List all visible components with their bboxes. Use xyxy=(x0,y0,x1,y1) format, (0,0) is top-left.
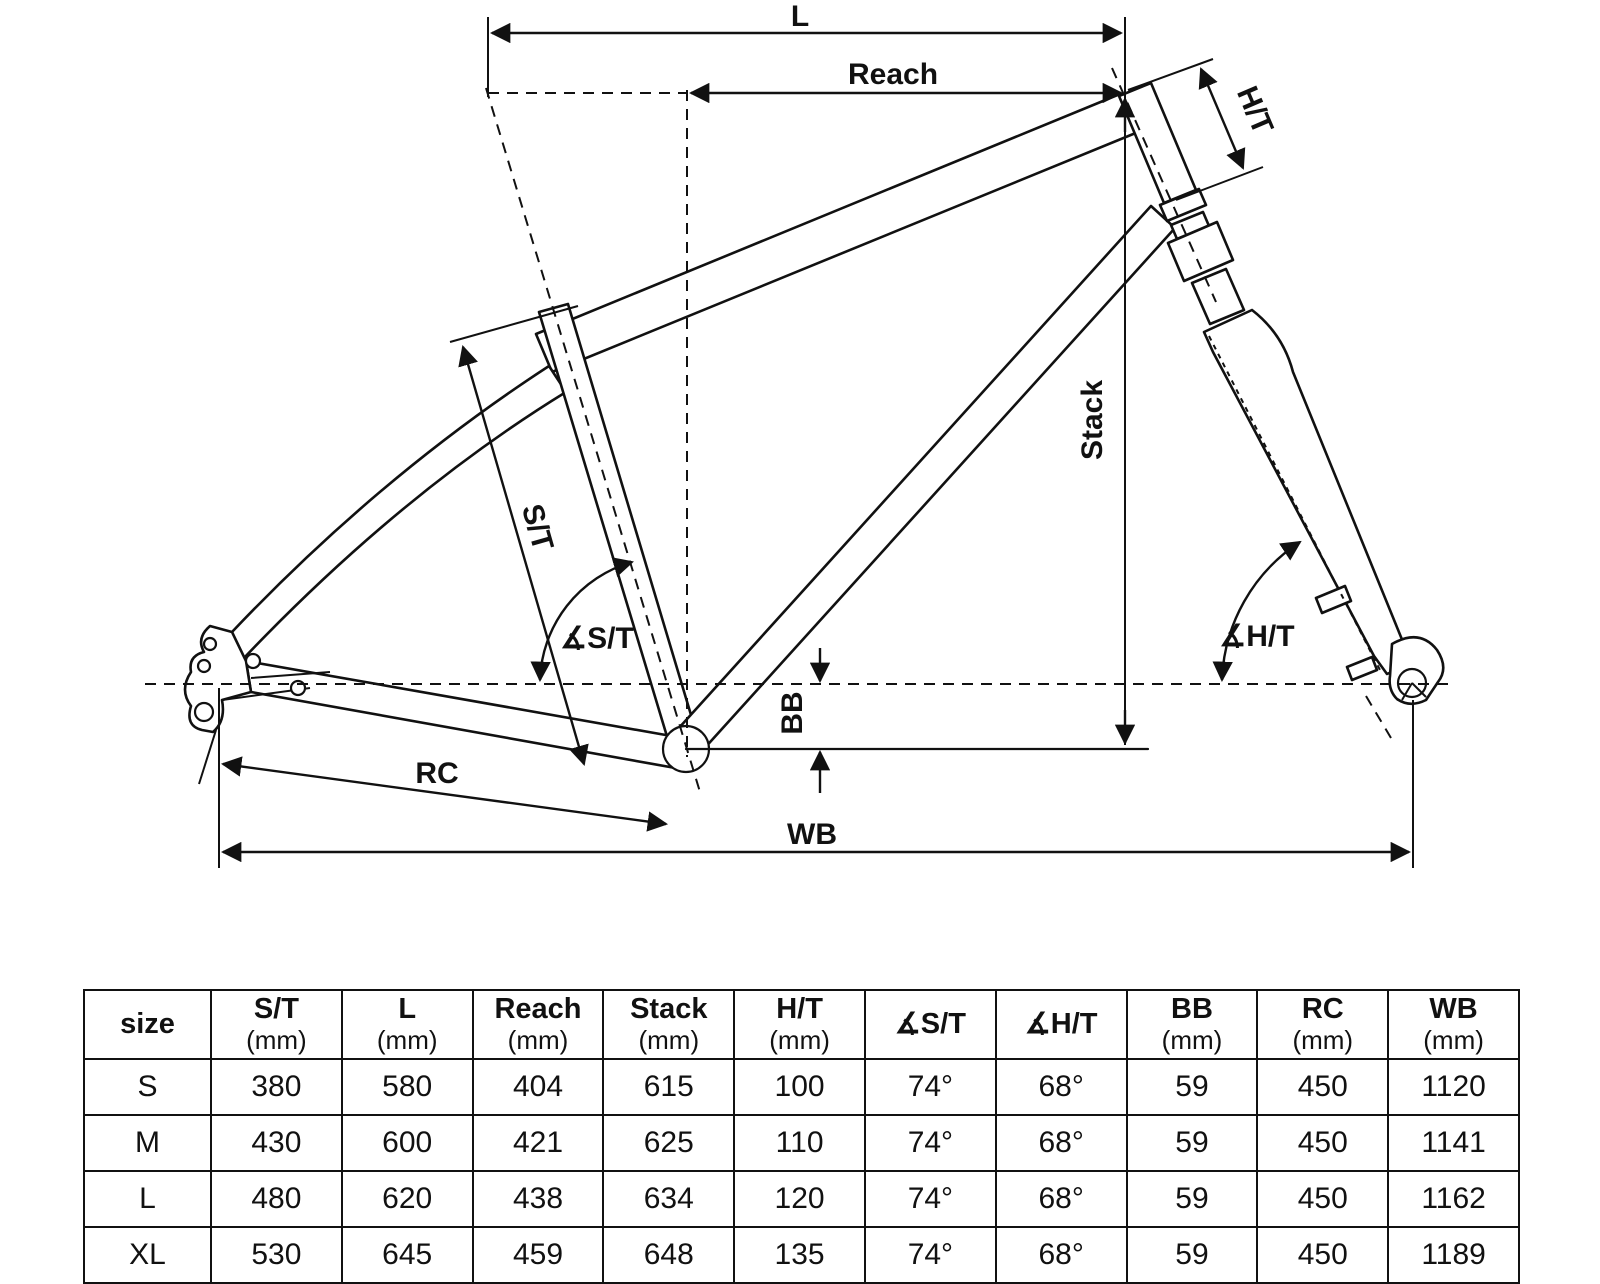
table-cell: 450 xyxy=(1257,1115,1388,1171)
column-header-angle-ht: ∡H/T xyxy=(996,990,1127,1059)
label-st: S/T xyxy=(514,500,560,555)
table-cell: 74° xyxy=(865,1227,996,1283)
column-header-angle-st: ∡S/T xyxy=(865,990,996,1059)
table-cell: 68° xyxy=(996,1115,1127,1171)
table-row-size-xl xyxy=(84,1227,1519,1283)
label-ht: H/T xyxy=(1230,81,1280,139)
column-header-wb: WB (mm) xyxy=(1388,990,1519,1059)
column-header-bb: BB (mm) xyxy=(1127,990,1258,1059)
table-cell: S xyxy=(84,1059,211,1115)
construction-lines xyxy=(145,17,1455,868)
label-wb: WB xyxy=(787,818,837,851)
table-cell: XL xyxy=(84,1227,211,1283)
table-cell: 74° xyxy=(865,1171,996,1227)
table-cell: 620 xyxy=(342,1171,473,1227)
table-cell: 59 xyxy=(1127,1115,1258,1171)
fork-brake-mount xyxy=(1347,657,1377,680)
dim-angle-ht-arc xyxy=(1222,542,1300,680)
bike-frame-drawing xyxy=(185,83,1443,772)
dropout-bolt-hole xyxy=(198,660,210,672)
table-cell: 600 xyxy=(342,1115,473,1171)
table-cell: 404 xyxy=(473,1059,604,1115)
table-cell: 1162 xyxy=(1388,1171,1519,1227)
label-stack: Stack xyxy=(1076,379,1109,461)
table-cell: 74° xyxy=(865,1115,996,1171)
column-header-stack: Stack (mm) xyxy=(603,990,734,1059)
dimension-lines xyxy=(223,33,1409,852)
label-reach: Reach xyxy=(847,58,939,91)
table-cell: 110 xyxy=(734,1115,865,1171)
label-angle-st: ∡S/T xyxy=(560,622,634,655)
table-cell: 648 xyxy=(603,1227,734,1283)
table-cell: 430 xyxy=(211,1115,342,1171)
table-cell: 1141 xyxy=(1388,1115,1519,1171)
dropout-bolt-hole xyxy=(204,638,216,650)
table-cell: 645 xyxy=(342,1227,473,1283)
table-cell: 1189 xyxy=(1388,1227,1519,1283)
table-row-size-m xyxy=(84,1115,1519,1171)
ht-extension-top xyxy=(1128,59,1213,90)
table-cell: 59 xyxy=(1127,1059,1258,1115)
table-cell: 615 xyxy=(603,1059,734,1115)
label-bb: BB xyxy=(776,691,809,735)
table-cell: 68° xyxy=(996,1171,1127,1227)
dim-ht xyxy=(1201,69,1243,168)
table-cell: 480 xyxy=(211,1171,342,1227)
head-tube xyxy=(1119,83,1196,203)
table-cell: M xyxy=(84,1115,211,1171)
dropout-bolt-hole xyxy=(246,654,260,668)
label-l: L xyxy=(790,0,810,33)
table-cell: 530 xyxy=(211,1227,342,1283)
column-header-rc: RC (mm) xyxy=(1257,990,1388,1059)
table-cell: 135 xyxy=(734,1227,865,1283)
table-cell: 68° xyxy=(996,1227,1127,1283)
label-rc: RC xyxy=(415,757,459,790)
table-cell: 634 xyxy=(603,1171,734,1227)
steerer-axis-lower xyxy=(1366,696,1391,738)
derailleur-hanger-hole xyxy=(195,703,213,721)
label-angle-ht: ∡H/T xyxy=(1219,620,1295,653)
column-header-reach: Reach (mm) xyxy=(473,990,604,1059)
table-cell: 459 xyxy=(473,1227,604,1283)
table-cell: 1120 xyxy=(1388,1059,1519,1115)
column-header-l: L (mm) xyxy=(342,990,473,1059)
table-cell: 625 xyxy=(603,1115,734,1171)
table-cell: 59 xyxy=(1127,1227,1258,1283)
table-cell: 120 xyxy=(734,1171,865,1227)
table-cell: 438 xyxy=(473,1171,604,1227)
column-header-size: size xyxy=(84,990,211,1059)
chain-stay xyxy=(246,661,681,769)
table-cell: 580 xyxy=(342,1059,473,1115)
fork-brake-mount xyxy=(1316,586,1351,613)
table-cell: 450 xyxy=(1257,1171,1388,1227)
table-cell: 100 xyxy=(734,1059,865,1115)
table-cell: 59 xyxy=(1127,1171,1258,1227)
table-row-size-l xyxy=(84,1171,1519,1227)
column-header-st: S/T (mm) xyxy=(211,990,342,1059)
rc-extension-left xyxy=(199,730,216,784)
fork-stanchion xyxy=(1192,269,1244,324)
table-cell: 450 xyxy=(1257,1059,1388,1115)
table-cell: 421 xyxy=(473,1115,604,1171)
table-cell: 74° xyxy=(865,1059,996,1115)
geometry-table xyxy=(83,989,1518,1284)
table-row-size-s xyxy=(84,1059,1519,1115)
column-header-ht: H/T (mm) xyxy=(734,990,865,1059)
table-cell: 380 xyxy=(211,1059,342,1115)
table-cell: 68° xyxy=(996,1059,1127,1115)
table-cell: 450 xyxy=(1257,1227,1388,1283)
table-cell: L xyxy=(84,1171,211,1227)
table-header-row xyxy=(84,990,1519,1059)
